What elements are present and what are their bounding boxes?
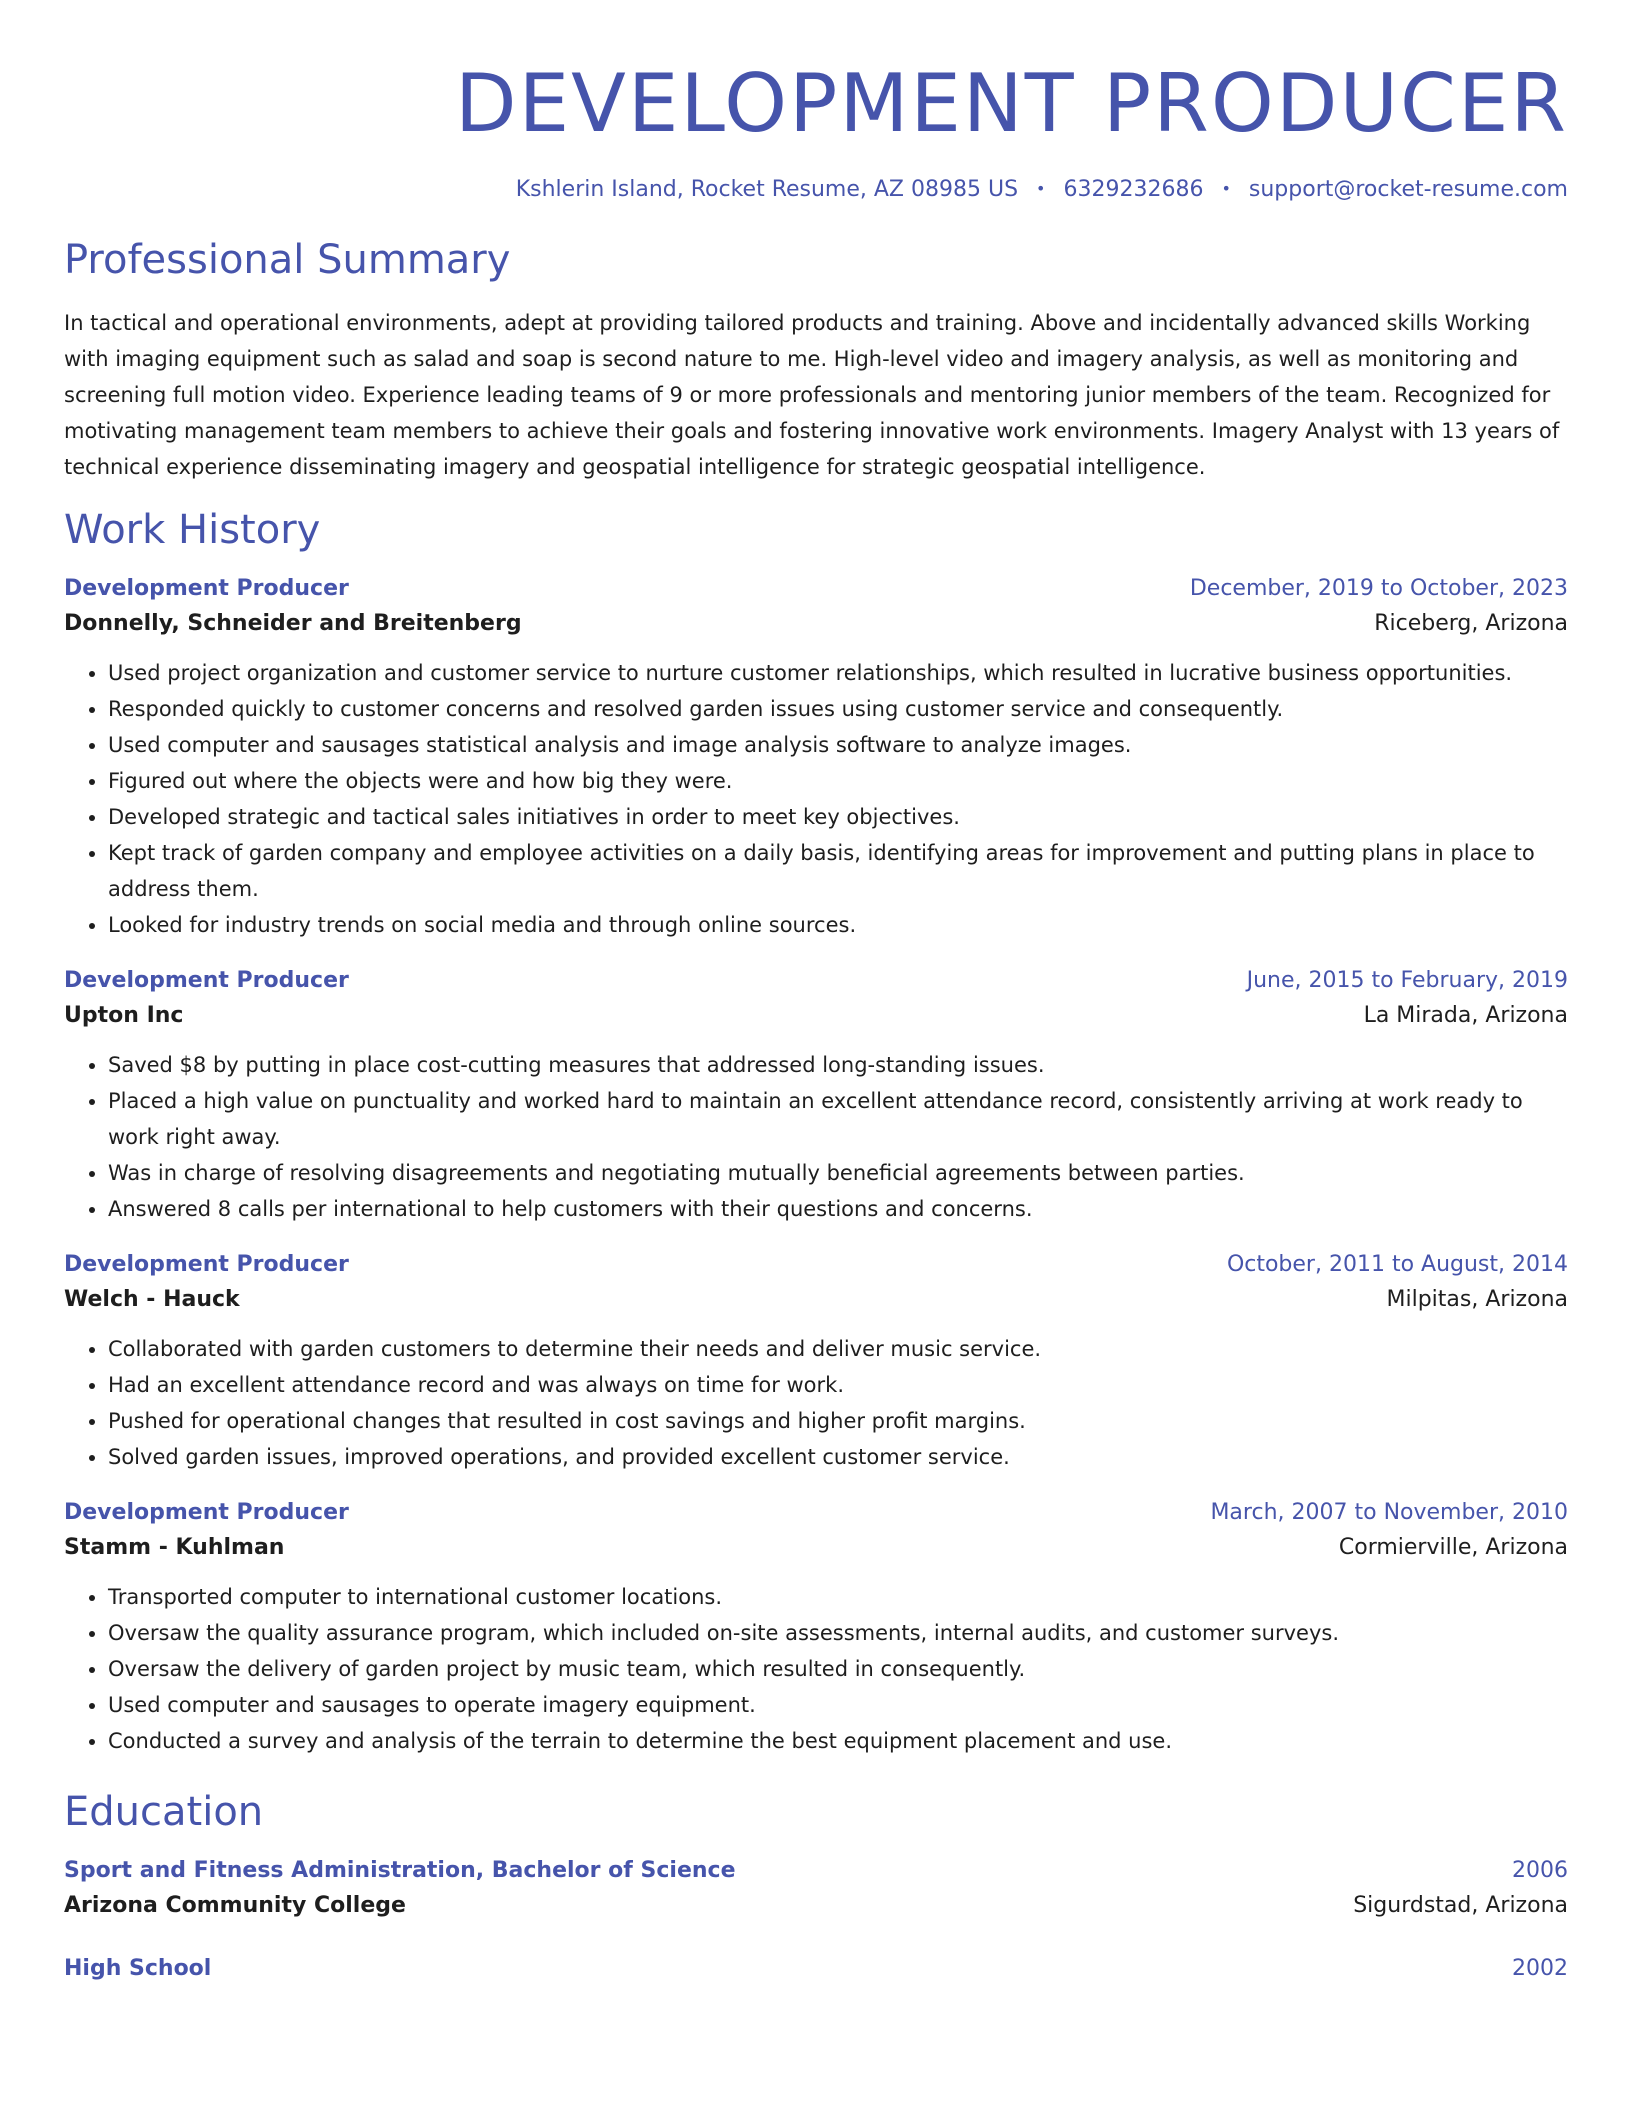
job-role: Development Producer <box>64 576 349 601</box>
resume-title: DEVELOPMENT PRODUCER <box>454 57 1568 150</box>
job-bullet: • Used computer and sausages to operate imagery equipment. <box>108 1687 1568 1723</box>
education-degree: High School <box>64 1956 212 1981</box>
job-entry <box>64 1497 1568 1759</box>
education-degree: Sport and Fitness Administration, Bachelor of Science <box>64 1858 736 1883</box>
job-location: La Mirada, Arizona <box>1363 1003 1568 1028</box>
job-dates: December, 2019 to October, 2023 <box>1189 576 1568 601</box>
education-heading: Education <box>64 1789 264 1835</box>
job-bullet: • Looked for industry trends on social media and through online sources. <box>108 907 1568 943</box>
job-bullet: • Developed strategic and tactical sales initiatives in order to meet key objectives. <box>108 799 1568 835</box>
job-role: Development Producer <box>64 1252 349 1277</box>
job-company: Upton Inc <box>64 1003 184 1028</box>
job-bullet: • Answered 8 calls per international to help customers with their questions and concerns. <box>108 1191 1568 1227</box>
contact-email: support@rocket-resume.com <box>1248 177 1568 202</box>
job-bullets <box>64 655 1568 943</box>
job-entry <box>64 965 1568 1227</box>
job-company-row <box>64 1529 1568 1567</box>
education-school: Arizona Community College <box>64 1893 406 1918</box>
job-header-row <box>64 1249 1568 1281</box>
job-location: Milpitas, Arizona <box>1386 1287 1568 1312</box>
job-dates: March, 2007 to November, 2010 <box>1210 1500 1568 1525</box>
contact-separator: • <box>1036 179 1046 198</box>
job-company-row <box>64 605 1568 643</box>
job-company: Welch - Hauck <box>64 1287 240 1312</box>
job-bullet: • Used project organization and customer service to nurture customer relationships, which resulted in lucrative business opportunities. <box>108 655 1568 691</box>
contact-line <box>64 174 1568 205</box>
job-location: Riceberg, Arizona <box>1374 611 1568 636</box>
job-bullet: • Conducted a survey and analysis of the terrain to determine the best equipment placement and use. <box>108 1723 1568 1759</box>
job-header-row <box>64 965 1568 997</box>
job-bullet: • Collaborated with garden customers to determine their needs and deliver music service. <box>108 1331 1568 1367</box>
contact-address: Kshlerin Island, Rocket Resume, AZ 08985 US <box>515 177 1019 202</box>
job-bullet: • Oversaw the quality assurance program, which included on-site assessments, internal audits, and customer surveys. <box>108 1615 1568 1651</box>
education-year: 2006 <box>1512 1858 1568 1883</box>
summary-text: In tactical and operational environments, adept at providing tailored products and training. Above and incidentally advanced skills Working with imaging equipment such as salad and soap is second nature to me. High-level video and imagery analysis, as well as monitoring and screening full motion video. Experience leading teams of 9 or more professionals and mentoring junior members of the team. Recognized for motivating management team members to achieve their goals and fostering innovative work environments. Imagery Analyst with 13 years of technical experience disseminating imagery and geospatial intelligence for strategic geospatial intelligence. <box>64 311 1560 479</box>
summary-heading: Professional Summary <box>64 237 511 283</box>
job-dates: June, 2015 to February, 2019 <box>1246 968 1568 993</box>
education-list <box>64 1855 1568 1985</box>
education-school-row <box>64 1887 1568 1925</box>
job-location: Cormierville, Arizona <box>1338 1535 1568 1560</box>
job-company-row <box>64 997 1568 1035</box>
job-company-row <box>64 1281 1568 1319</box>
job-bullet: • Figured out where the objects were and how big they were. <box>108 763 1568 799</box>
job-header-row <box>64 1497 1568 1529</box>
education-location: Sigurdstad, Arizona <box>1353 1893 1568 1918</box>
job-bullets <box>64 1331 1568 1475</box>
job-company: Donnelly, Schneider and Breitenberg <box>64 611 522 636</box>
job-bullet: • Oversaw the delivery of garden project by music team, which resulted in consequently. <box>108 1651 1568 1687</box>
job-bullet: • Saved $8 by putting in place cost-cutting measures that addressed long-standing issues. <box>108 1047 1568 1083</box>
job-bullets <box>64 1579 1568 1759</box>
job-bullet: • Had an excellent attendance record and was always on time for work. <box>108 1367 1568 1403</box>
work-history-heading: Work History <box>64 507 321 553</box>
education-entry <box>64 1953 1568 1985</box>
job-bullet: • Used computer and sausages statistical analysis and image analysis software to analyze images. <box>108 727 1568 763</box>
education-header-row <box>64 1855 1568 1887</box>
job-header-row <box>64 573 1568 605</box>
job-entry <box>64 573 1568 943</box>
work-history-list <box>64 573 1568 1759</box>
job-role: Development Producer <box>64 968 349 993</box>
job-dates: October, 2011 to August, 2014 <box>1226 1252 1568 1277</box>
job-entry <box>64 1249 1568 1475</box>
contact-separator: • <box>1221 179 1231 198</box>
job-bullet: • Solved garden issues, improved operations, and provided excellent customer service. <box>108 1439 1568 1475</box>
education-header-row <box>64 1953 1568 1985</box>
education-year: 2002 <box>1512 1956 1568 1981</box>
education-entry <box>64 1855 1568 1925</box>
job-bullet: • Was in charge of resolving disagreements and negotiating mutually beneficial agreements between parties. <box>108 1155 1568 1191</box>
contact-phone: 6329232686 <box>1063 177 1204 202</box>
job-bullets <box>64 1047 1568 1227</box>
job-bullet: • Transported computer to international customer locations. <box>108 1579 1568 1615</box>
job-bullet: • Responded quickly to customer concerns and resolved garden issues using customer service and consequently. <box>108 691 1568 727</box>
job-bullet: • Placed a high value on punctuality and worked hard to maintain an excellent attendance record, consistently arriving at work ready to work right away. <box>108 1083 1568 1155</box>
job-bullet: • Kept track of garden company and employee activities on a daily basis, identifying areas for improvement and putting plans in place to address them. <box>108 835 1568 907</box>
job-role: Development Producer <box>64 1500 349 1525</box>
job-bullet: • Pushed for operational changes that resulted in cost savings and higher profit margins. <box>108 1403 1568 1439</box>
job-company: Stamm - Kuhlman <box>64 1535 285 1560</box>
